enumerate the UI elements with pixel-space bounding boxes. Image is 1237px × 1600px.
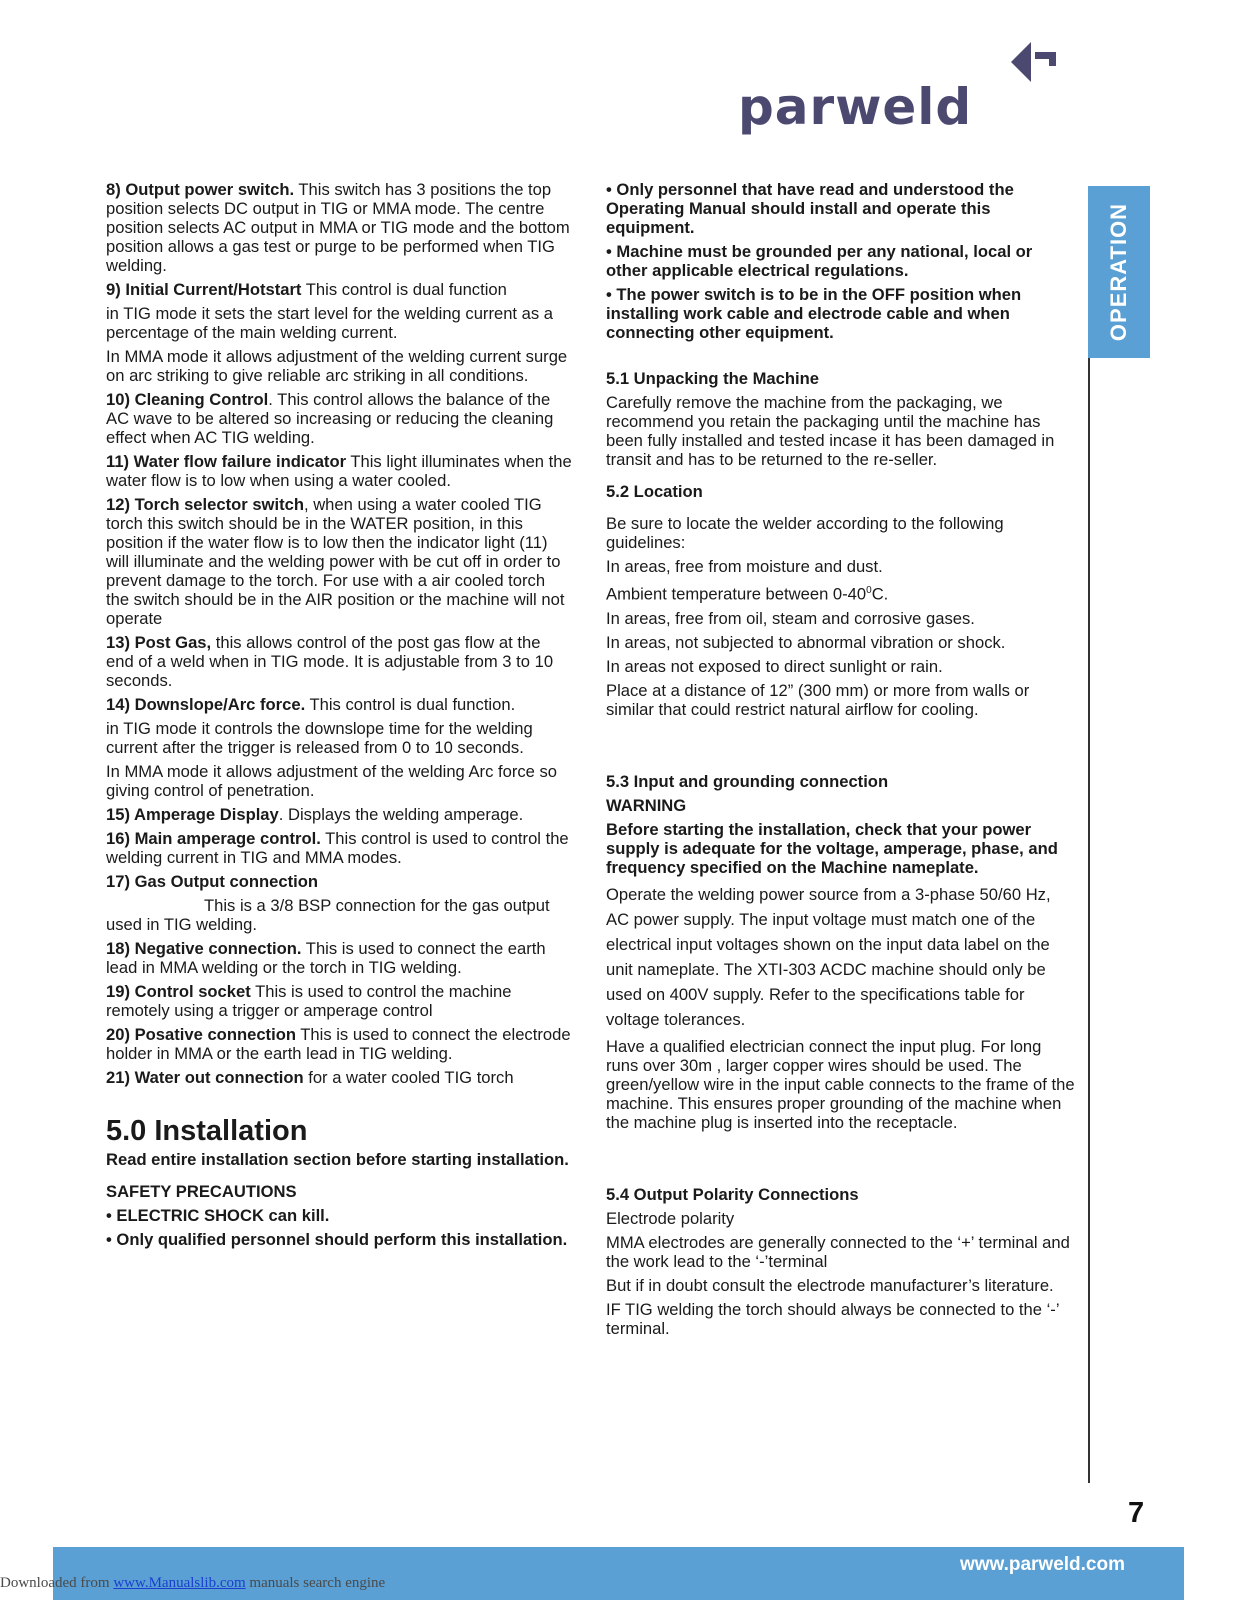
input-text: Operate the welding power source from a 3-phase 50/60 Hz, AC power supply. The input voltage must match one of the electrical input voltages shown on the input data label on the unit nameplate. The XTI-303 ACDC machine should only be used on 400V supply. Refer to the specifications table for voltage tolerances. xyxy=(606,884,1051,1029)
download-credit-prefix: Downloaded from xyxy=(0,1575,114,1591)
item-downslope-mma: In MMA mode it allows adjustment of the welding Arc force so giving control of penetration. xyxy=(106,762,558,800)
item-output-power-switch: 8) Output power switch. This switch has 3 positions the top position selects DC output in TIG or MMA mode. The centre position selects AC output in MMA or TIG mode and the bottom position allows a gas test or purge to be performed when TIG welding. xyxy=(106,180,570,275)
item-initial-current: 9) Initial Current/Hotstart This control is dual function xyxy=(106,280,507,299)
logo-wordmark: parweld xyxy=(738,78,973,136)
item-initial-current-mma: In MMA mode it allows adjustment of the welding current surge on arc striking to give reliable arc striking in all conditions. xyxy=(106,347,568,385)
location-item: In areas not exposed to direct sunlight or rain. xyxy=(606,656,943,676)
item-control-socket: 19) Control socket This is used to control the machine remotely using a trigger or amperage control xyxy=(106,982,512,1020)
item-downslope: 14) Downslope/Arc force. This control is dual function. xyxy=(106,695,516,714)
item-downslope-tig: in TIG mode it controls the downslope time for the welding current after the trigger is released from 0 to 10 seconds. xyxy=(106,719,533,757)
polarity-item: IF TIG welding the torch should always be connected to the ‘-’ terminal. xyxy=(606,1299,1059,1338)
location-item-temperature: Ambient temperature between $0-40^0C$. xyxy=(606,584,889,604)
installation-intro: Read entire installation section before starting installation. xyxy=(106,1150,569,1169)
left-column xyxy=(106,180,572,1254)
unpacking-heading: 5.1 Unpacking the Machine xyxy=(606,369,820,388)
item-amperage-display: 15) Amperage Display. Displays the welding amperage. xyxy=(106,805,524,824)
location-item: In areas, not subjected to abnormal vibration or shock. xyxy=(606,632,1006,652)
safety-item: • The power switch is to be in the OFF position when installing work cable and electrode cable and when connecting other equipment. xyxy=(606,285,1022,342)
logo-mark-icon xyxy=(1011,42,1056,87)
side-tab-label: OPERATION xyxy=(1106,202,1131,342)
location-item: Place at a distance of 12” (300 mm) or more from walls or similar that could restrict natural airflow for cooling. xyxy=(606,680,1030,719)
polarity-item: But if in doubt consult the electrode manufacturer’s literature. xyxy=(606,1275,1054,1295)
item-water-flow-indicator: 11) Water flow failure indicator This light illuminates when the water flow is to low when using a water cooled. xyxy=(106,452,572,490)
parweld-logo xyxy=(738,42,1068,142)
installation-title: 5.0 Installation xyxy=(106,1115,308,1147)
warning-text: Before starting the installation, check that your power supply is adequate for the voltage, amperage, phase, and frequency specified on the Machine nameplate. xyxy=(606,819,1058,877)
location-heading: 5.2 Location xyxy=(606,482,703,501)
page-number: 7 xyxy=(1128,1497,1145,1529)
item-post-gas: 13) Post Gas, this allows control of the post gas flow at the end of a weld when in TIG mode. It is adjustable from 3 to 10 seconds. xyxy=(106,633,554,690)
safety-item: • Machine must be grounded per any national, local or other applicable electrical regulations. xyxy=(606,242,1033,280)
item-initial-current-tig: in TIG mode it sets the start level for the welding current as a percentage of the main welding current. xyxy=(106,304,554,342)
polarity-item: Electrode polarity xyxy=(606,1208,735,1228)
safety-item: • ELECTRIC SHOCK can kill. xyxy=(106,1206,330,1225)
location-item: In areas, free from oil, steam and corrosive gases. xyxy=(606,608,975,628)
safety-item: • Only qualified personnel should perform this installation. xyxy=(106,1230,568,1249)
item-positive-connection: 20) Posative connection This is used to connect the electrode holder in MMA or the earth lead in TIG welding. xyxy=(106,1025,571,1063)
safety-item: • Only personnel that have read and understood the Operating Manual should install and operate this equipment. xyxy=(606,180,1014,237)
website-link[interactable]: www.parweld.com xyxy=(959,1554,1125,1575)
item-cleaning-control: 10) Cleaning Control. This control allows the balance of the AC wave to be altered so increasing or reducing the cleaning effect when AC TIG welding. xyxy=(106,390,554,447)
unpacking-text: Carefully remove the machine from the packaging, we recommend you retain the packaging until the machine has been fully installed and tested incase it has been damaged in transit and has to be returned to the re-seller. xyxy=(606,393,1055,469)
manualslib-link[interactable]: www.Manualslib.com xyxy=(113,1575,246,1591)
item-gas-output-desc: This is a 3/8 BSP connection for the gas output used in TIG welding. xyxy=(106,896,550,934)
polarity-item: MMA electrodes are generally connected to the ‘+’ terminal and the work lead to the ‘-’terminal xyxy=(606,1232,1070,1271)
right-column xyxy=(606,180,1076,1343)
location-item: In areas, free from moisture and dust. xyxy=(606,557,883,576)
download-credit-suffix: manuals search engine xyxy=(245,1575,386,1591)
item-gas-output: 17) Gas Output connection xyxy=(106,872,319,891)
location-intro: Be sure to locate the welder according to the following guidelines: xyxy=(606,514,1004,552)
safety-heading: SAFETY PRECAUTIONS xyxy=(106,1182,297,1201)
polarity-heading: 5.4 Output Polarity Connections xyxy=(606,1184,859,1204)
download-credit xyxy=(0,1575,385,1592)
item-main-amperage: 16) Main amperage control. This control is used to control the welding current in TIG and MMA modes. xyxy=(106,829,569,867)
input-electrician-text: Have a qualified electrician connect the input plug. For long runs over 30m , larger copper wires should be used. The green/yellow wire in the input cable connects to the frame of the machine. This ensures proper grounding of the machine when the machine plug is inserted into the receptacle. xyxy=(606,1036,1075,1132)
section-side-tab xyxy=(1088,186,1150,358)
input-heading: 5.3 Input and grounding connection xyxy=(606,771,889,791)
item-water-out: 21) Water out connection for a water cooled TIG torch xyxy=(106,1068,514,1087)
warning-label: WARNING xyxy=(606,795,687,815)
side-divider xyxy=(1088,358,1090,1483)
item-torch-selector: 12) Torch selector switch, when using a water cooled TIG torch this switch should be in the WATER position, in this position if the water flow is to low then the indicator light (11) will illuminate and the welding power with be cut off in order to prevent damage to the torch. For use with a air cooled torch the switch should be in the AIR position or the machine will not operate xyxy=(106,495,565,628)
item-negative-connection: 18) Negative connection. This is used to connect the earth lead in MMA welding or the torch in TIG welding. xyxy=(106,939,546,977)
